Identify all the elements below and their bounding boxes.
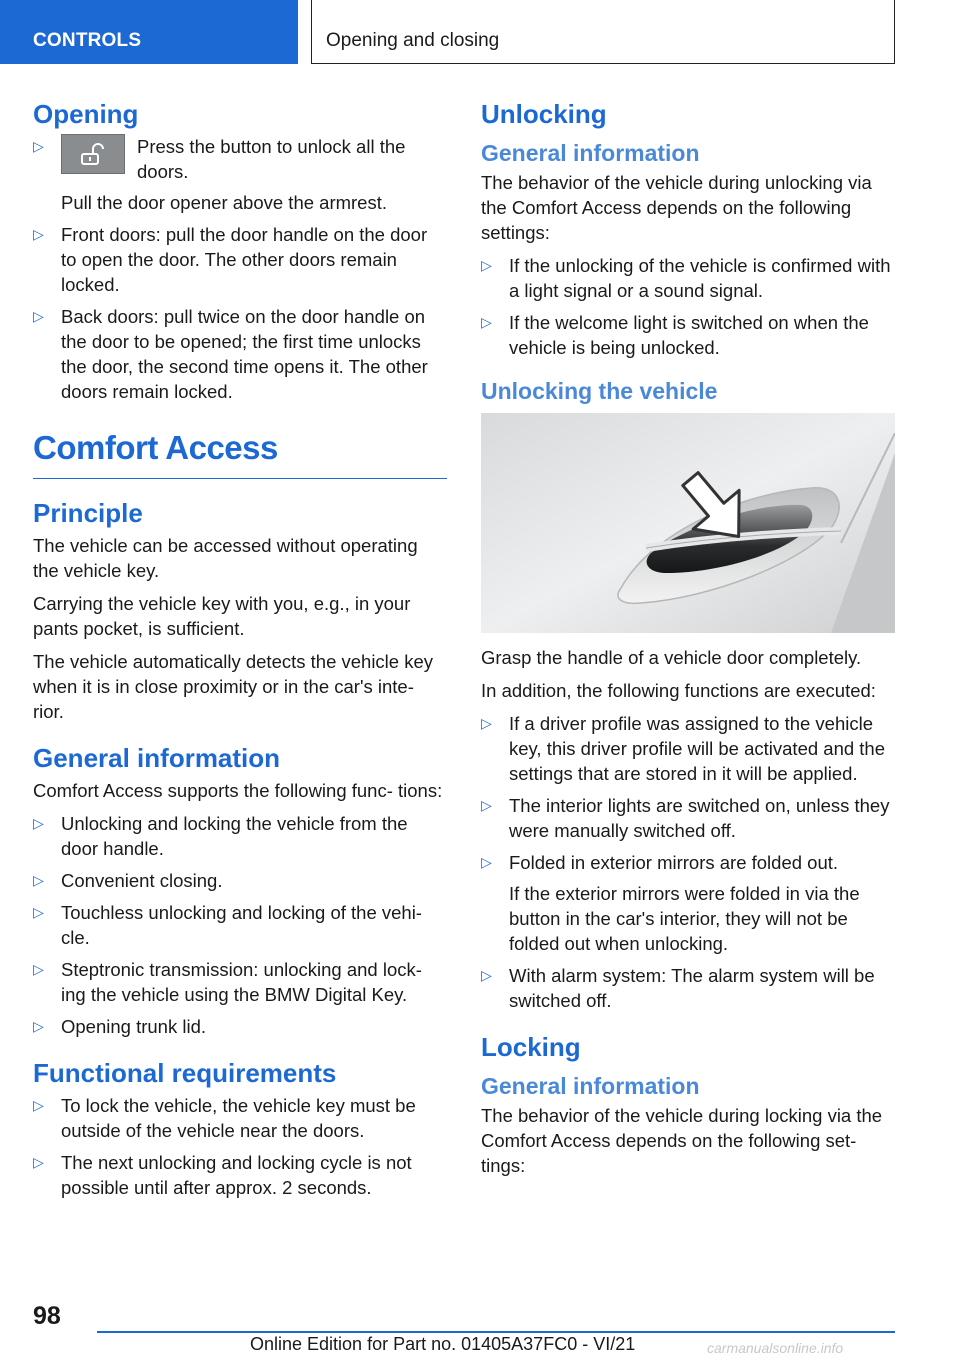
header-section-label: CONTROLS bbox=[33, 30, 142, 51]
list-item-text: The interior lights are switched on, unless they were manually switched off. bbox=[509, 794, 890, 841]
functional-list bbox=[33, 1093, 447, 1200]
unlocking-intro: The behavior of the vehicle during unlocking via the Comfort Access depends on the following settings: bbox=[481, 172, 872, 244]
list-item-text: If the unlocking of the vehicle is confirmed with a light signal or a sound signal. bbox=[509, 255, 891, 302]
list-item bbox=[33, 957, 447, 1007]
heading-functional-requirements: Functional requirements bbox=[33, 1057, 337, 1088]
principle-paragraph: The vehicle can be accessed without operating the vehicle key. bbox=[33, 535, 418, 582]
triangle-bullet-icon: ▷ bbox=[33, 960, 44, 977]
triangle-bullet-icon: ▷ bbox=[481, 853, 492, 870]
triangle-bullet-icon: ▷ bbox=[33, 225, 44, 242]
list-item bbox=[481, 711, 895, 786]
triangle-bullet-icon: ▷ bbox=[33, 1153, 44, 1170]
list-item bbox=[481, 310, 895, 360]
list-item-text: Convenient closing. bbox=[61, 869, 223, 891]
heading-general-information: General information bbox=[33, 743, 281, 774]
footer-edition: Online Edition for Part no. 01405A37FC0 - VI/21 bbox=[250, 1334, 636, 1354]
triangle-bullet-icon: ▷ bbox=[33, 1096, 44, 1113]
list-item bbox=[481, 253, 895, 303]
triangle-bullet-icon: ▷ bbox=[481, 257, 492, 274]
list-item bbox=[33, 900, 447, 950]
general-intro: Comfort Access supports the following func‐ tions: bbox=[33, 779, 443, 801]
left-column bbox=[33, 100, 447, 1207]
opening-list bbox=[33, 134, 447, 404]
list-item bbox=[481, 850, 895, 956]
list-item-text: Opening trunk lid. bbox=[61, 1015, 207, 1037]
list-item-text: Touchless unlocking and locking of the vehi‐ cle. bbox=[61, 901, 422, 948]
heading-comfort-access: Comfort Access bbox=[33, 430, 447, 479]
triangle-bullet-icon: ▷ bbox=[481, 714, 492, 731]
list-item bbox=[33, 811, 447, 861]
heading-principle: Principle bbox=[33, 498, 143, 529]
unlock-button-icon bbox=[61, 134, 125, 174]
triangle-bullet-icon: ▷ bbox=[33, 307, 44, 324]
list-item-text: Front doors: pull the door handle on the door to open the door. The other doors remain locked. bbox=[61, 223, 428, 295]
right-column bbox=[481, 100, 895, 1186]
list-item bbox=[33, 1093, 447, 1143]
page-number: 98 bbox=[33, 1302, 61, 1330]
header-title: Opening and closing bbox=[326, 30, 500, 51]
addition-list bbox=[481, 711, 895, 1013]
list-item bbox=[33, 1014, 447, 1039]
list-item-text: With alarm system: The alarm system will be switched off. bbox=[509, 964, 875, 1011]
unlock-button-follow: Pull the door opener above the armrest. bbox=[61, 191, 387, 213]
triangle-bullet-icon: ▷ bbox=[481, 966, 492, 983]
triangle-bullet-icon: ▷ bbox=[33, 903, 44, 920]
triangle-bullet-icon: ▷ bbox=[33, 1017, 44, 1034]
triangle-bullet-icon: ▷ bbox=[481, 314, 492, 331]
door-handle-photo bbox=[481, 413, 895, 633]
heading-opening: Opening bbox=[33, 99, 139, 129]
principle-paragraph: Carrying the vehicle key with you, e.g., in your pants pocket, is sufficient. bbox=[33, 593, 411, 640]
heading-general-information: General information bbox=[481, 139, 700, 166]
grasp-text: Grasp the handle of a vehicle door completely. bbox=[481, 646, 862, 668]
list-item-text: If a driver profile was assigned to the vehicle key, this driver profile will be activated and the settings that are stored in it will be applied. bbox=[509, 712, 886, 784]
principle-paragraph: The vehicle automatically detects the vehicle key when it is in close proximity or in the car's inte‐ rior. bbox=[33, 651, 434, 723]
list-item-text: Back doors: pull twice on the door handle on the door to be opened; the first time unlocks the door, the second time opens it. The other doors remain locked. bbox=[61, 305, 428, 402]
list-item bbox=[33, 304, 447, 404]
list-item-text: Unlocking and locking the vehicle from the door handle. bbox=[61, 812, 408, 859]
list-item bbox=[33, 134, 447, 215]
list-item-text: Steptronic transmission: unlocking and lock‐ ing the vehicle using the BMW Digital Key. bbox=[61, 958, 422, 1005]
triangle-bullet-icon: ▷ bbox=[481, 796, 492, 813]
heading-unlocking-the-vehicle: Unlocking the vehicle bbox=[481, 378, 718, 405]
locking-intro: The behavior of the vehicle during locking via the Comfort Access depends on the following set‐ tings: bbox=[481, 1105, 883, 1177]
list-item bbox=[481, 793, 895, 843]
heading-unlocking: Unlocking bbox=[481, 99, 607, 129]
list-item-text: To lock the vehicle, the vehicle key must be outside of the vehicle near the doors. bbox=[61, 1094, 416, 1141]
general-list bbox=[33, 811, 447, 1039]
list-item-text: If the welcome light is switched on when the vehicle is being unlocked. bbox=[509, 312, 869, 359]
header-title-box bbox=[311, 0, 895, 64]
heading-general-information: General information bbox=[481, 1072, 700, 1099]
list-item bbox=[481, 963, 895, 1013]
triangle-bullet-icon: ▷ bbox=[33, 814, 44, 831]
triangle-bullet-icon: ▷ bbox=[33, 137, 44, 154]
triangle-bullet-icon: ▷ bbox=[33, 871, 44, 888]
heading-locking: Locking bbox=[481, 1031, 581, 1062]
list-item bbox=[33, 222, 447, 297]
header-section-tab bbox=[0, 0, 298, 64]
mirror-note: If the exterior mirrors were folded in via the button in the car's interior, they will not be folded out when unlocking. bbox=[509, 882, 860, 954]
unlock-button-text: Press the button to unlock all the doors. bbox=[137, 135, 406, 182]
footer-divider bbox=[97, 1331, 895, 1333]
list-item bbox=[33, 1150, 447, 1200]
addition-intro: In addition, the following functions are executed: bbox=[481, 679, 876, 701]
list-item-text: The next unlocking and locking cycle is not possible until after approx. 2 seconds. bbox=[61, 1151, 412, 1198]
unlocking-settings-list bbox=[481, 253, 895, 360]
list-item-text: Folded in exterior mirrors are folded out. bbox=[509, 851, 839, 873]
watermark: carmanualsonline.info bbox=[707, 1340, 844, 1356]
list-item bbox=[33, 868, 447, 893]
